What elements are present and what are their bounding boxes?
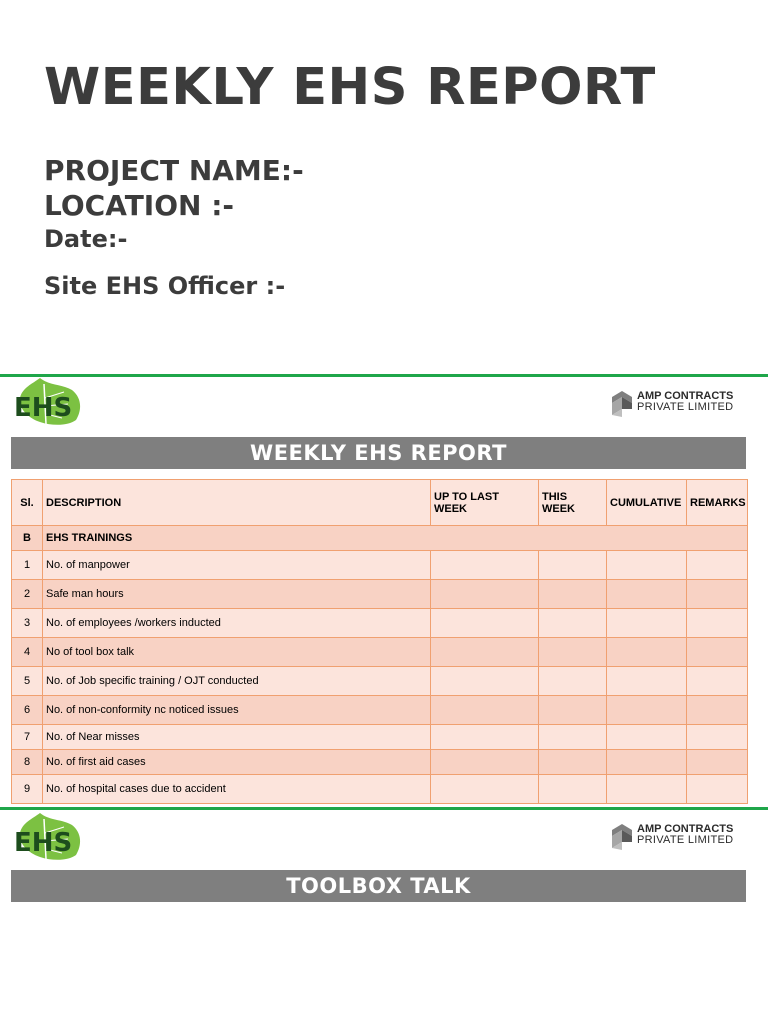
table-row bbox=[12, 750, 748, 775]
row-up-to-last-week[interactable] bbox=[431, 775, 539, 804]
table-row bbox=[12, 609, 748, 638]
site-ehs-officer-label: Site EHS Officer :- bbox=[44, 272, 286, 300]
column-header-description: DESCRIPTION bbox=[43, 480, 431, 526]
row-sl: 6 bbox=[12, 696, 43, 725]
row-description: No. of Job specific training / OJT conducted bbox=[43, 667, 431, 696]
company-name-line2: PRIVATE LIMITED bbox=[637, 834, 734, 846]
row-remarks[interactable] bbox=[687, 775, 748, 804]
row-up-to-last-week[interactable] bbox=[431, 580, 539, 609]
row-up-to-last-week[interactable] bbox=[431, 551, 539, 580]
table-row bbox=[12, 725, 748, 750]
row-this-week[interactable] bbox=[539, 551, 607, 580]
row-sl: 9 bbox=[12, 775, 43, 804]
column-header-remarks: REMARKS bbox=[687, 480, 748, 526]
row-this-week[interactable] bbox=[539, 775, 607, 804]
ehs-logo bbox=[10, 376, 86, 428]
row-sl: 3 bbox=[12, 609, 43, 638]
svg-text:EHS: EHS bbox=[14, 828, 73, 858]
company-logo-icon bbox=[610, 389, 634, 419]
page-title: WEEKLY EHS REPORT bbox=[44, 58, 656, 117]
row-description: No. of employees /workers inducted bbox=[43, 609, 431, 638]
row-sl: 4 bbox=[12, 638, 43, 667]
row-remarks[interactable] bbox=[687, 609, 748, 638]
section-divider bbox=[0, 807, 768, 810]
row-remarks[interactable] bbox=[687, 580, 748, 609]
company-logo bbox=[610, 822, 740, 854]
row-this-week[interactable] bbox=[539, 667, 607, 696]
column-header-this-week: THIS WEEK bbox=[539, 480, 607, 526]
row-cumulative[interactable] bbox=[607, 696, 687, 725]
row-remarks[interactable] bbox=[687, 551, 748, 580]
ehs-logo bbox=[10, 811, 86, 863]
row-this-week[interactable] bbox=[539, 609, 607, 638]
row-cumulative[interactable] bbox=[607, 638, 687, 667]
section-sl: B bbox=[12, 526, 43, 551]
row-remarks[interactable] bbox=[687, 638, 748, 667]
row-description: No. of first aid cases bbox=[43, 750, 431, 775]
location-label: LOCATION :- bbox=[44, 189, 235, 222]
row-description: No of tool box talk bbox=[43, 638, 431, 667]
weekly-report-table bbox=[11, 479, 748, 804]
row-description: No. of non-conformity nc noticed issues bbox=[43, 696, 431, 725]
row-this-week[interactable] bbox=[539, 750, 607, 775]
row-up-to-last-week[interactable] bbox=[431, 609, 539, 638]
company-name-line1: AMP CONTRACTS bbox=[637, 390, 734, 402]
table-row bbox=[12, 667, 748, 696]
row-cumulative[interactable] bbox=[607, 580, 687, 609]
row-cumulative[interactable] bbox=[607, 551, 687, 580]
company-logo-icon bbox=[610, 822, 634, 852]
row-up-to-last-week[interactable] bbox=[431, 750, 539, 775]
company-name-line2: PRIVATE LIMITED bbox=[637, 401, 734, 413]
row-remarks[interactable] bbox=[687, 750, 748, 775]
row-remarks[interactable] bbox=[687, 667, 748, 696]
row-sl: 7 bbox=[12, 725, 43, 750]
row-this-week[interactable] bbox=[539, 725, 607, 750]
weekly-report-banner: WEEKLY EHS REPORT bbox=[11, 437, 746, 469]
row-cumulative[interactable] bbox=[607, 775, 687, 804]
company-name-line1: AMP CONTRACTS bbox=[637, 823, 734, 835]
table-row bbox=[12, 638, 748, 667]
toolbox-talk-banner: TOOLBOX TALK bbox=[11, 870, 746, 902]
row-cumulative[interactable] bbox=[607, 609, 687, 638]
table-row bbox=[12, 696, 748, 725]
row-cumulative[interactable] bbox=[607, 667, 687, 696]
row-this-week[interactable] bbox=[539, 696, 607, 725]
table-row bbox=[12, 580, 748, 609]
table-header-row bbox=[12, 480, 748, 526]
table-row bbox=[12, 551, 748, 580]
column-header-up-to-last-week: UP TO LAST WEEK bbox=[431, 480, 539, 526]
row-up-to-last-week[interactable] bbox=[431, 725, 539, 750]
row-up-to-last-week[interactable] bbox=[431, 638, 539, 667]
row-this-week[interactable] bbox=[539, 580, 607, 609]
row-remarks[interactable] bbox=[687, 725, 748, 750]
row-remarks[interactable] bbox=[687, 696, 748, 725]
row-cumulative[interactable] bbox=[607, 750, 687, 775]
column-header-cumulative: CUMULATIVE bbox=[607, 480, 687, 526]
project-name-label: PROJECT NAME:- bbox=[44, 154, 304, 187]
row-sl: 8 bbox=[12, 750, 43, 775]
row-up-to-last-week[interactable] bbox=[431, 696, 539, 725]
row-sl: 2 bbox=[12, 580, 43, 609]
row-sl: 1 bbox=[12, 551, 43, 580]
company-logo bbox=[610, 389, 740, 421]
column-header-sl: Sl. bbox=[12, 480, 43, 526]
row-description: No. of hospital cases due to accident bbox=[43, 775, 431, 804]
date-label: Date:- bbox=[44, 225, 128, 253]
row-cumulative[interactable] bbox=[607, 725, 687, 750]
row-description: Safe man hours bbox=[43, 580, 431, 609]
section-divider bbox=[0, 374, 768, 377]
section-label: EHS TRAININGS bbox=[43, 526, 748, 551]
section-row bbox=[12, 526, 748, 551]
svg-text:EHS: EHS bbox=[14, 393, 73, 423]
row-description: No. of manpower bbox=[43, 551, 431, 580]
row-description: No. of Near misses bbox=[43, 725, 431, 750]
row-sl: 5 bbox=[12, 667, 43, 696]
row-this-week[interactable] bbox=[539, 638, 607, 667]
table-row bbox=[12, 775, 748, 804]
row-up-to-last-week[interactable] bbox=[431, 667, 539, 696]
